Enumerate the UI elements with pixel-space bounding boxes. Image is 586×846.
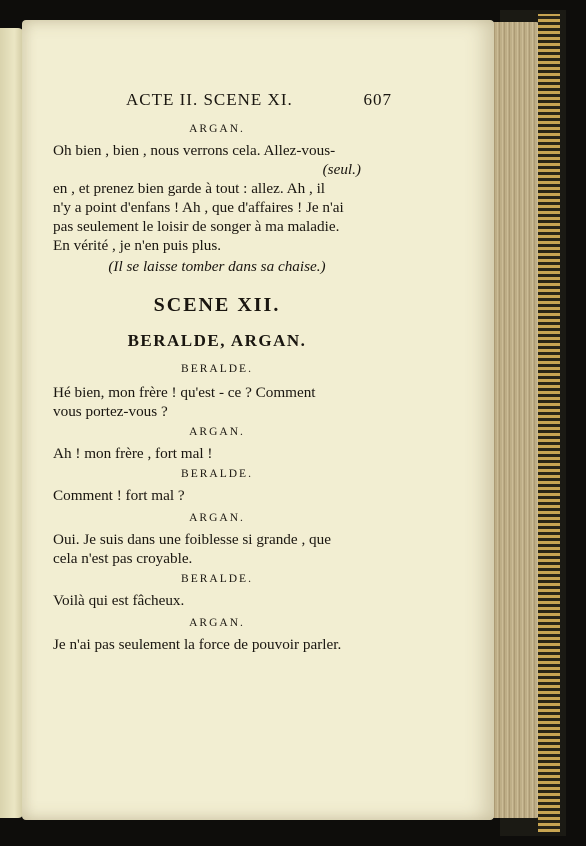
stage-direction: (Il se laisse tomber dans sa chaise.) xyxy=(108,258,326,275)
text-line: n'y a point d'enfans ! Ah , que d'affaires ! Je n'ai xyxy=(53,199,344,216)
text-line: en , et prenez bien garde à tout : allez. Ah , il xyxy=(53,180,326,197)
speaker-label: ARGAN. xyxy=(189,512,245,524)
text-line: Je n'ai pas seulement la force de pouvoir parler. xyxy=(53,636,342,653)
facing-page-edge xyxy=(0,28,24,818)
aside: (seul.) xyxy=(322,161,361,178)
scene-title: SCENE XII. xyxy=(153,294,281,316)
gilt-cover-border xyxy=(538,14,560,832)
text-line: Oui. Je suis dans une foiblesse si grande , que xyxy=(53,531,331,548)
text-line: En vérité , je n'en puis plus. xyxy=(53,237,222,254)
book-page xyxy=(22,20,494,820)
characters-heading: BERALDE, ARGAN. xyxy=(127,331,307,350)
text-line: vous portez-vous ? xyxy=(53,403,168,420)
text-line: Ah ! mon frère , fort mal ! xyxy=(53,445,213,462)
speaker-label: BERALDE. xyxy=(181,363,253,375)
text-line: cela n'est pas croyable. xyxy=(53,550,193,567)
speaker-label: ARGAN. xyxy=(189,123,245,135)
speaker-label: ARGAN. xyxy=(189,617,245,629)
text-line: Oh bien , bien , nous verrons cela. Allez-vous- xyxy=(53,142,336,159)
page-number: 607 xyxy=(363,90,392,109)
text-line: Comment ! fort mal ? xyxy=(53,487,185,504)
text-line: Voilà qui est fâcheux. xyxy=(53,592,185,609)
page-edges xyxy=(486,22,540,818)
speaker-label: BERALDE. xyxy=(181,468,253,480)
text-block xyxy=(53,120,381,654)
speaker-label: ARGAN. xyxy=(189,426,245,438)
text-line: pas seulement le loisir de songer à ma maladie. xyxy=(53,218,340,235)
text-line: Hé bien, mon frère ! qu'est - ce ? Comment xyxy=(53,384,316,401)
running-head: ACTE II. SCENE XI. xyxy=(126,90,293,109)
speaker-label: BERALDE. xyxy=(181,573,253,585)
